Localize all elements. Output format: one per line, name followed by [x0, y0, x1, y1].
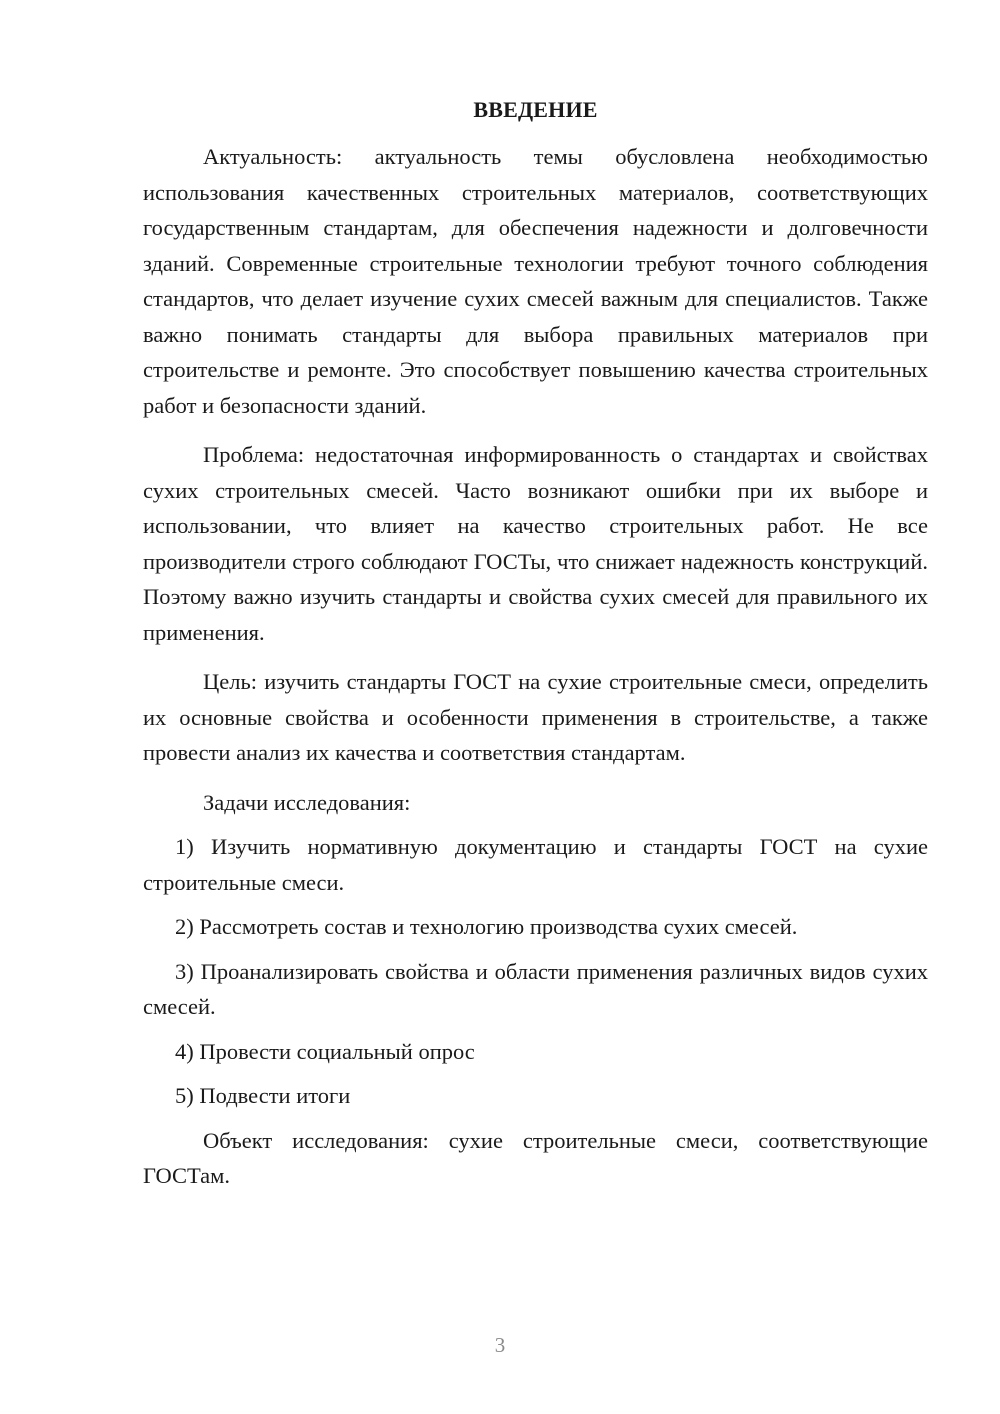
paragraph-problem: Проблема: недостаточная информированность о стандартах и свойствах сухих строительных смесей. Часто возникают ошибки при их выборе и использовании, что влияет на качество строительных работ. Не все производители строго соблюдают ГОСТы, что снижает надежность конструкций. Поэтому важно изучить стандарты и свойства сухих смесей для правильного их применения. — [143, 442, 928, 645]
tasks-heading: Задачи исследования: — [203, 789, 411, 815]
task-item-2: 2) Рассмотреть состав и технологию производства сухих смесей. — [175, 914, 798, 939]
paragraph-object: Объект исследования: сухие строительные смеси, соответствующие ГОСТам. — [143, 1127, 928, 1188]
task-item-1: 1) Изучить нормативную документацию и стандарты ГОСТ на сухие строительные смеси. — [143, 834, 928, 895]
page-number: 3 — [494, 1333, 506, 1357]
paragraph-goal: Цель: изучить стандарты ГОСТ на сухие строительные смеси, определить их основные свойства и особенности применения в строительстве, а также провести анализ их качества и соответствия стандартам. — [143, 669, 928, 765]
task-item-5: 5) Подвести итоги — [175, 1083, 351, 1108]
page-title: ВВЕДЕНИЕ — [473, 97, 598, 122]
paragraph-relevance: Актуальность: актуальность темы обусловлена необходимостью использования качественных строительных материалов, соответствующих государственным стандартам, для обеспечения надежности и долговечности зданий. Современные строительные технологии требуют точного соблюдения стандартов, что делает изучение сухих смесей важным для специалистов. Также важно понимать стандарты для выбора правильных материалов при строительстве и ремонте. Это способствует повышению качества строительных работ и безопасности зданий. — [143, 144, 928, 418]
document-page — [143, 95, 928, 1194]
task-item-3: 3) Проанализировать свойства и области применения различных видов сухих смесей. — [143, 958, 928, 1019]
task-item-4: 4) Провести социальный опрос — [175, 1038, 475, 1064]
